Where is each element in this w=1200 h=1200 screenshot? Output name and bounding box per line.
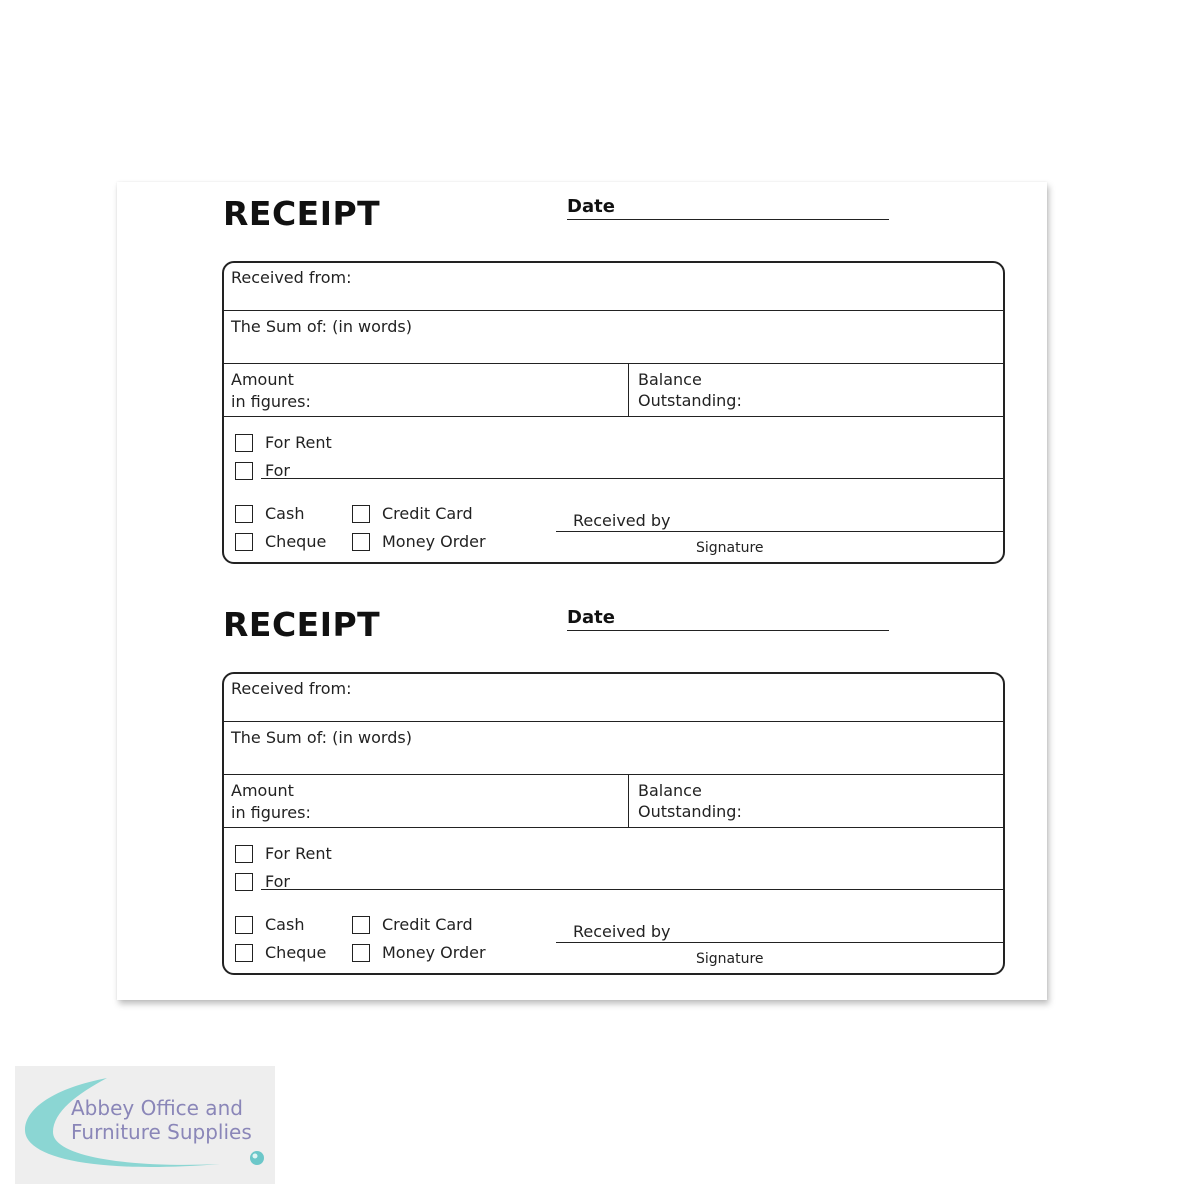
- date-field[interactable]: [567, 630, 889, 631]
- amount-label-line1: Amount: [231, 370, 294, 389]
- divider: [224, 774, 1003, 775]
- money-order-label: Money Order: [382, 943, 486, 962]
- signature-line[interactable]: [556, 531, 1003, 532]
- money-order-label: Money Order: [382, 532, 486, 551]
- received-from-label: Received from:: [231, 268, 352, 287]
- receipt-top: [117, 182, 1047, 582]
- cash-checkbox[interactable]: [235, 505, 253, 523]
- date-label: Date: [567, 607, 615, 628]
- logo-text-line2: Furniture Supplies: [71, 1120, 252, 1144]
- divider: [224, 310, 1003, 311]
- receipt-title: RECEIPT: [223, 194, 381, 233]
- balance-label-line2: Outstanding:: [638, 391, 742, 410]
- divider: [224, 416, 1003, 417]
- for-rent-label: For Rent: [265, 844, 332, 863]
- divider: [224, 721, 1003, 722]
- for-label: For: [265, 872, 290, 891]
- receipt-sheet: [117, 182, 1047, 1000]
- cheque-checkbox[interactable]: [235, 944, 253, 962]
- credit-card-checkbox[interactable]: [352, 916, 370, 934]
- signature-label: Signature: [696, 951, 764, 967]
- for-checkbox[interactable]: [235, 462, 253, 480]
- for-field-line[interactable]: [261, 478, 1003, 479]
- divider: [628, 363, 629, 417]
- money-order-checkbox[interactable]: [352, 533, 370, 551]
- for-rent-checkbox[interactable]: [235, 845, 253, 863]
- sum-in-words-label: The Sum of: (in words): [231, 728, 412, 747]
- amount-label-line2: in figures:: [231, 803, 311, 822]
- received-from-label: Received from:: [231, 679, 352, 698]
- sum-in-words-label: The Sum of: (in words): [231, 317, 412, 336]
- credit-card-checkbox[interactable]: [352, 505, 370, 523]
- logo-text: [71, 1096, 252, 1144]
- balance-label-line1: Balance: [638, 781, 702, 800]
- receipt-form-box: [222, 261, 1005, 564]
- receipt-title: RECEIPT: [223, 605, 381, 644]
- signature-line[interactable]: [556, 942, 1003, 943]
- credit-card-label: Credit Card: [382, 504, 473, 523]
- cheque-label: Cheque: [265, 943, 327, 962]
- divider: [224, 363, 1003, 364]
- company-logo: [15, 1066, 275, 1184]
- signature-label: Signature: [696, 540, 764, 556]
- for-rent-label: For Rent: [265, 433, 332, 452]
- received-by-label: Received by: [573, 922, 671, 941]
- cash-checkbox[interactable]: [235, 916, 253, 934]
- balance-label-line1: Balance: [638, 370, 702, 389]
- amount-label-line1: Amount: [231, 781, 294, 800]
- cheque-checkbox[interactable]: [235, 533, 253, 551]
- receipt-bottom: [117, 593, 1047, 993]
- date-label: Date: [567, 196, 615, 217]
- for-checkbox[interactable]: [235, 873, 253, 891]
- receipt-form-box: [222, 672, 1005, 975]
- credit-card-label: Credit Card: [382, 915, 473, 934]
- received-by-label: Received by: [573, 511, 671, 530]
- divider: [224, 827, 1003, 828]
- logo-text-line1: Abbey Office and: [71, 1096, 243, 1120]
- cash-label: Cash: [265, 915, 305, 934]
- for-rent-checkbox[interactable]: [235, 434, 253, 452]
- date-field[interactable]: [567, 219, 889, 220]
- divider: [628, 774, 629, 828]
- for-label: For: [265, 461, 290, 480]
- for-field-line[interactable]: [261, 889, 1003, 890]
- amount-label-line2: in figures:: [231, 392, 311, 411]
- balance-label-line2: Outstanding:: [638, 802, 742, 821]
- cash-label: Cash: [265, 504, 305, 523]
- cheque-label: Cheque: [265, 532, 327, 551]
- money-order-checkbox[interactable]: [352, 944, 370, 962]
